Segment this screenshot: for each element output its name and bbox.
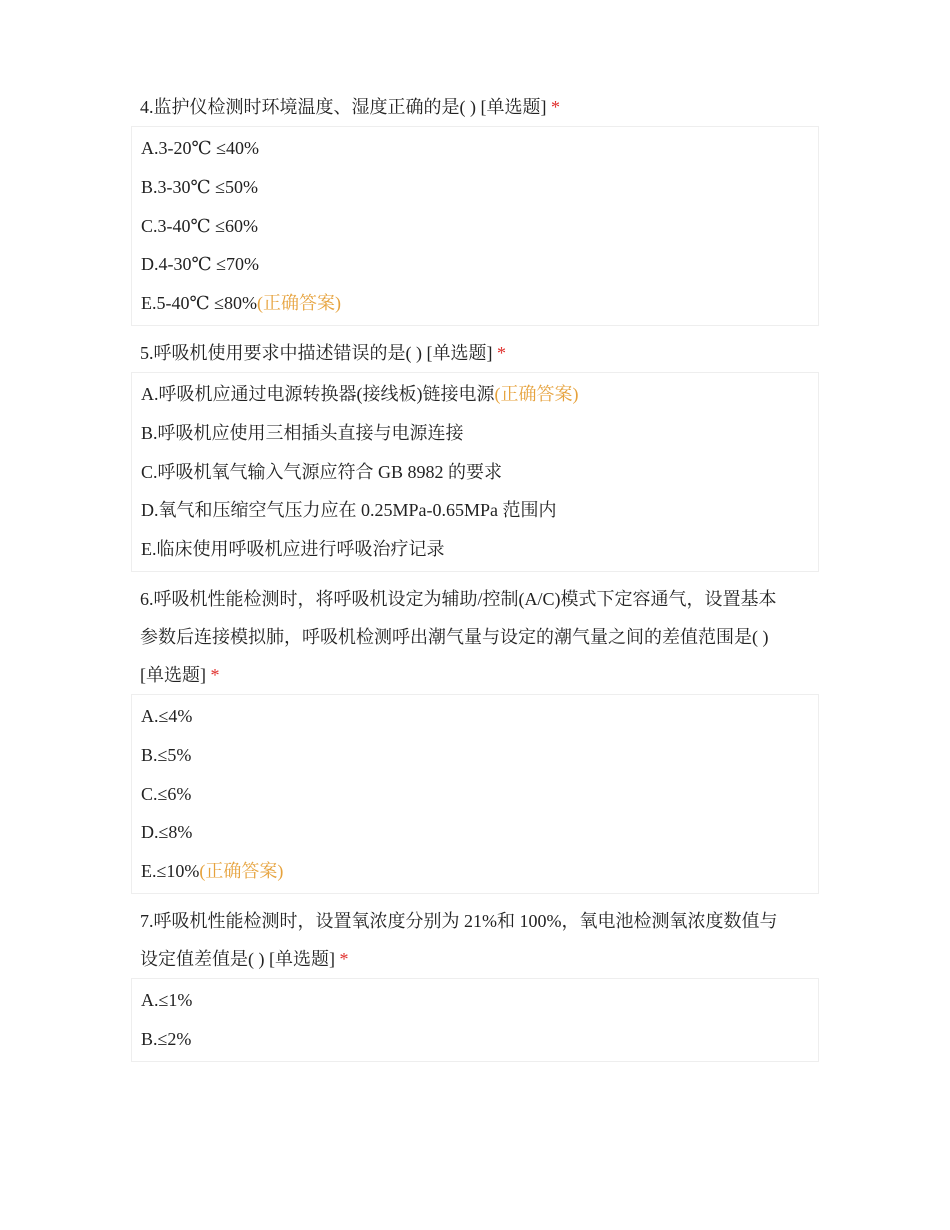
required-mark: * bbox=[550, 97, 560, 117]
survey-page bbox=[131, 88, 819, 1062]
question-text-line: 设定值差值是( ) [单选题] bbox=[140, 948, 335, 969]
question-text: 4.监护仪检测时环境温度、湿度正确的是( ) [单选题] bbox=[140, 97, 547, 117]
option-label: C.呼吸机氧气输入气源应符合 GB 8982 的要求 bbox=[141, 461, 503, 482]
required-mark: * bbox=[339, 948, 349, 969]
question-text-line: [单选题] bbox=[140, 664, 206, 685]
option-e[interactable] bbox=[141, 284, 809, 323]
option-a[interactable] bbox=[141, 697, 809, 736]
question-7 bbox=[131, 902, 819, 1062]
question-title bbox=[131, 334, 819, 372]
option-label: B.≤5% bbox=[141, 744, 192, 765]
option-b[interactable] bbox=[141, 414, 809, 453]
option-label: E.5-40℃ ≤80% bbox=[141, 293, 257, 314]
option-e[interactable] bbox=[141, 530, 809, 569]
option-c[interactable] bbox=[141, 453, 809, 492]
option-label: A.≤1% bbox=[141, 989, 193, 1010]
question-title bbox=[131, 902, 819, 978]
option-label: D.4-30℃ ≤70% bbox=[141, 254, 260, 275]
option-d[interactable] bbox=[141, 813, 809, 852]
question-title bbox=[131, 580, 819, 694]
option-c[interactable] bbox=[141, 775, 809, 814]
option-d[interactable] bbox=[141, 245, 809, 284]
option-label: B.呼吸机应使用三相插头直接与电源连接 bbox=[141, 422, 464, 443]
correct-answer-tag: (正确答案) bbox=[199, 861, 284, 882]
correct-answer-tag: (正确答案) bbox=[494, 383, 579, 404]
option-list bbox=[131, 372, 819, 572]
required-mark: * bbox=[210, 664, 220, 685]
option-a[interactable] bbox=[141, 129, 809, 168]
question-title bbox=[131, 88, 819, 126]
question-4 bbox=[131, 88, 819, 326]
option-b[interactable] bbox=[141, 736, 809, 775]
question-5 bbox=[131, 334, 819, 572]
option-label: A.呼吸机应通过电源转换器(接线板)链接电源 bbox=[141, 383, 495, 404]
option-label: D.氧气和压缩空气压力应在 0.25MPa-0.65MPa 范围内 bbox=[141, 500, 557, 521]
option-label: B.≤2% bbox=[141, 1028, 192, 1049]
option-a[interactable] bbox=[141, 981, 809, 1020]
option-label: A.≤4% bbox=[141, 705, 193, 726]
required-mark: * bbox=[496, 342, 506, 363]
option-label: E.临床使用呼吸机应进行呼吸治疗记录 bbox=[141, 539, 445, 560]
option-label: A.3-20℃ ≤40% bbox=[141, 138, 260, 158]
option-d[interactable] bbox=[141, 491, 809, 530]
option-list bbox=[131, 694, 819, 894]
question-text-line: 参数后连接模拟肺，呼吸机检测呼出潮气量与设定的潮气量之间的差值范围是( ) bbox=[140, 626, 769, 647]
option-c[interactable] bbox=[141, 207, 809, 246]
question-text: 5.呼吸机使用要求中描述错误的是( ) [单选题] bbox=[140, 342, 493, 363]
option-label: B.3-30℃ ≤50% bbox=[141, 176, 259, 197]
option-label: D.≤8% bbox=[141, 822, 193, 843]
option-list bbox=[131, 126, 819, 326]
option-b[interactable] bbox=[141, 1020, 809, 1059]
option-b[interactable] bbox=[141, 168, 809, 207]
option-label: C.≤6% bbox=[141, 783, 192, 804]
option-label: E.≤10% bbox=[141, 861, 200, 882]
option-a[interactable] bbox=[141, 375, 809, 414]
option-label: C.3-40℃ ≤60% bbox=[141, 215, 259, 236]
question-text-line: 7.呼吸机性能检测时，设置氧浓度分别为 21%和 100%，氧电池检测氧浓度数值与 bbox=[140, 910, 778, 931]
option-list bbox=[131, 978, 819, 1062]
question-text-line: 6.呼吸机性能检测时，将呼吸机设定为辅助/控制(A/C)模式下定容通气，设置基本 bbox=[140, 588, 777, 609]
question-6 bbox=[131, 580, 819, 894]
option-e[interactable] bbox=[141, 852, 809, 891]
correct-answer-tag: (正确答案) bbox=[257, 293, 341, 314]
